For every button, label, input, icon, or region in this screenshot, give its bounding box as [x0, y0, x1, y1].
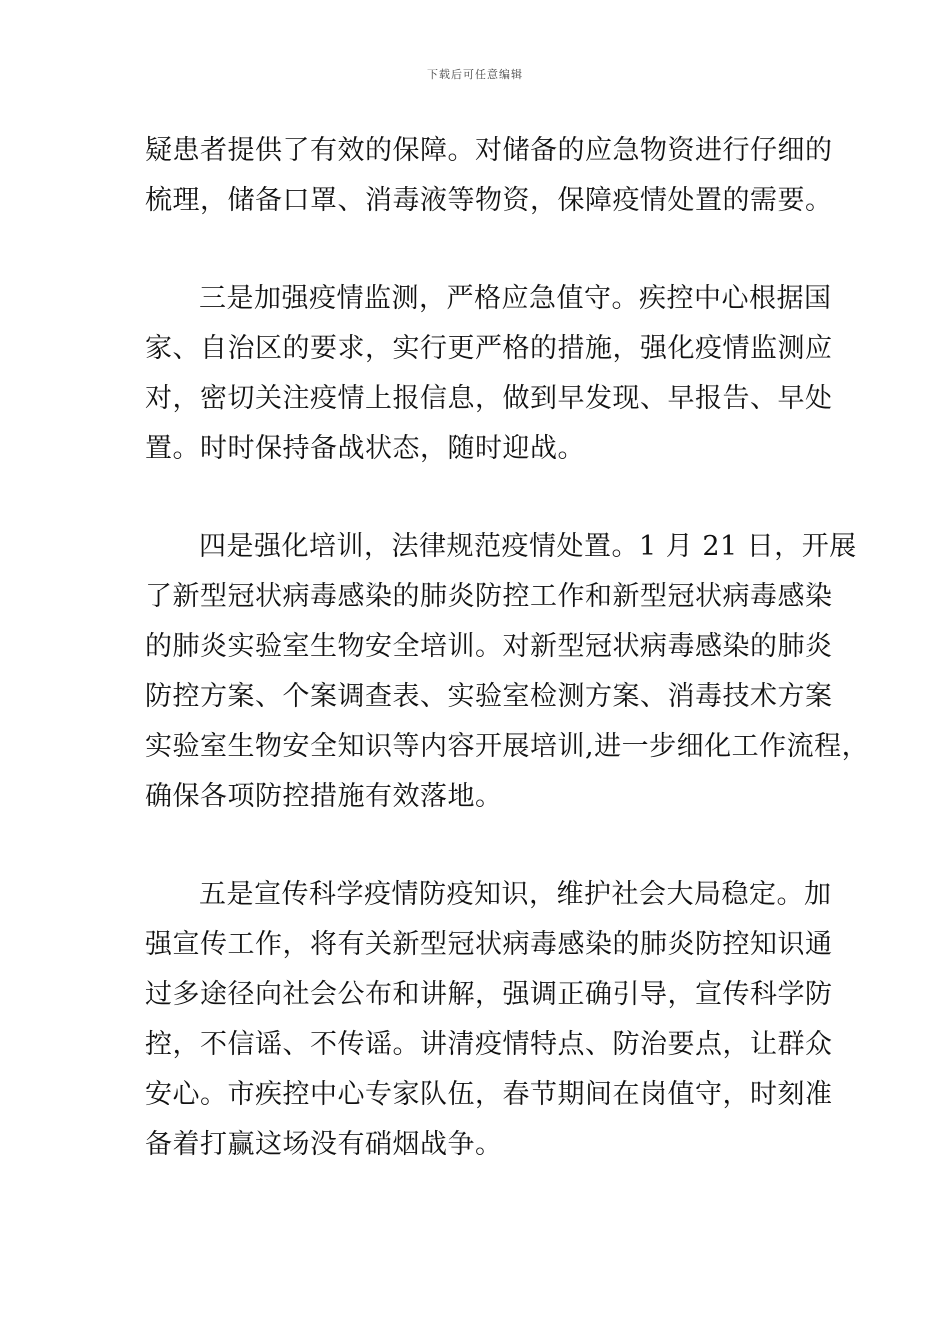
text-line: 确保各项防控措施有效落地。 — [145, 781, 503, 812]
text-line: 家、自治区的要求，实行更严格的措施，强化疫情监测应 — [145, 333, 833, 364]
text-line: 五是宣传科学疫情防疫知识，维护社会大局稳定。加 — [199, 879, 832, 910]
text-line: 强宣传工作，将有关新型冠状病毒感染的肺炎防控知识通 — [145, 929, 833, 960]
text-line: 控，不信谣、不传谣。讲清疫情特点、防治要点，让群众 — [145, 1029, 833, 1060]
text-line: 疑患者提供了有效的保障。对储备的应急物资进行仔细的 — [145, 135, 833, 166]
document-body — [145, 126, 870, 1170]
text-line: 四是强化培训，法律规范疫情处置。1 月 21 日，开展 — [199, 531, 857, 562]
text-line: 防控方案、个案调查表、实验室检测方案、消毒技术方案 — [145, 681, 833, 712]
paragraph-gap — [145, 822, 835, 870]
text-line: 置。时时保持备战状态，随时迎战。 — [145, 433, 585, 464]
text-line: 了新型冠状病毒感染的肺炎防控工作和新型冠状病毒感染 — [145, 581, 833, 612]
text-line: 的肺炎实验室生物安全培训。对新型冠状病毒感染的肺炎 — [145, 631, 833, 662]
paragraph-4 — [145, 870, 835, 1170]
text-line: 安心。市疾控中心专家队伍，春节期间在岗值守，时刻准 — [145, 1079, 833, 1110]
paragraph-2 — [145, 274, 835, 474]
paragraph-gap — [145, 474, 835, 522]
text-line: 对，密切关注疫情上报信息，做到早发现、早报告、早处 — [145, 383, 833, 414]
page-header: 下载后可任意编辑 — [427, 68, 523, 81]
text-line: 梳理，储备口罩、消毒液等物资，保障疫情处置的需要。 — [145, 185, 833, 216]
paragraph-1 — [145, 126, 835, 226]
text-line: 三是加强疫情监测，严格应急值守。疾控中心根据国 — [199, 283, 832, 314]
paragraph-gap — [145, 226, 835, 274]
text-line: 备着打赢这场没有硝烟战争。 — [145, 1129, 503, 1160]
text-line: 实验室生物安全知识等内容开展培训,进一步细化工作流程， — [145, 731, 870, 762]
text-line: 过多途径向社会公布和讲解，强调正确引导，宣传科学防 — [145, 979, 833, 1010]
paragraph-3 — [145, 522, 870, 822]
